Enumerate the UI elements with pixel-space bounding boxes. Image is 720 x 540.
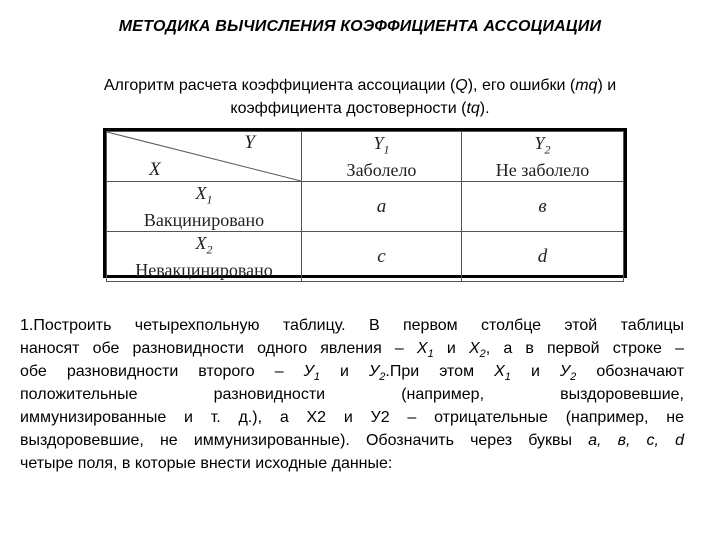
contingency-table <box>103 128 627 278</box>
corner-y-label: Y <box>244 132 255 153</box>
row1-label: Вакцинировано <box>143 209 265 230</box>
diagonal-line <box>107 132 301 181</box>
instruction-paragraph <box>20 314 684 475</box>
paragraph-line: наносят обе разновидности одного явления – $Х_1$ и $Х_2$, а в первой строке – <box>20 340 684 361</box>
row2-header <box>107 232 302 282</box>
page-title: МЕТОДИКА ВЫЧИСЛЕНИЯ КОЭФФИЦИЕНТА АССОЦИАЦИИ <box>118 18 602 35</box>
header-col2 <box>462 132 624 182</box>
subtitle-text: ) и <box>597 77 617 94</box>
row1-var: $X_1$ <box>195 183 213 207</box>
q-symbol: Q <box>455 77 468 94</box>
subtitle-text: Алгоритм расчета коэффициента ассоциации ( <box>103 77 456 94</box>
corner-x-label: X <box>149 159 161 180</box>
subtitle-text: коэффициента достоверности ( <box>230 100 467 117</box>
paragraph-line: положительные разновидности (например, выздоровевшие, <box>20 386 684 403</box>
cell-b: в <box>462 182 624 232</box>
paragraph-line: иммунизированные и т. д.), а Х2 и У2 – отрицательные (например, не <box>20 409 684 426</box>
col1-var: $Y_1$ <box>373 133 390 157</box>
cell-c: c <box>302 232 462 282</box>
mq-symbol: mq <box>575 77 598 94</box>
paragraph-line: четыре поля, в которые внести исходные данные: <box>20 455 393 472</box>
col1-label: Заболело <box>346 159 417 180</box>
corner-cell <box>107 132 302 182</box>
subtitle-text: ). <box>479 100 490 117</box>
subtitle <box>30 74 690 120</box>
paragraph-line: 1.Построить четырехпольную таблицу. В первом столбце этой таблицы <box>20 317 684 334</box>
row2-var: $X_2$ <box>195 233 213 257</box>
cell-a: a <box>302 182 462 232</box>
paragraph-line: обе разновидности второго – $У_1$ и $У_2.При$ этом $Х_1$ и $У_2$ обозначают <box>20 363 685 384</box>
header-col1 <box>302 132 462 182</box>
row2-label: Невакцинировано <box>135 259 273 280</box>
row1-header <box>107 182 302 232</box>
cell-d: d <box>462 232 624 282</box>
col2-var: $Y_2$ <box>534 133 551 157</box>
paragraph-line: выздоровевшие, не иммунизированные). Обозначить через буквы а, в, с, d <box>20 432 685 449</box>
tq-symbol: tq <box>466 100 480 117</box>
col2-label: Не заболело <box>495 159 590 180</box>
subtitle-text: ), его ошибки ( <box>467 77 576 94</box>
